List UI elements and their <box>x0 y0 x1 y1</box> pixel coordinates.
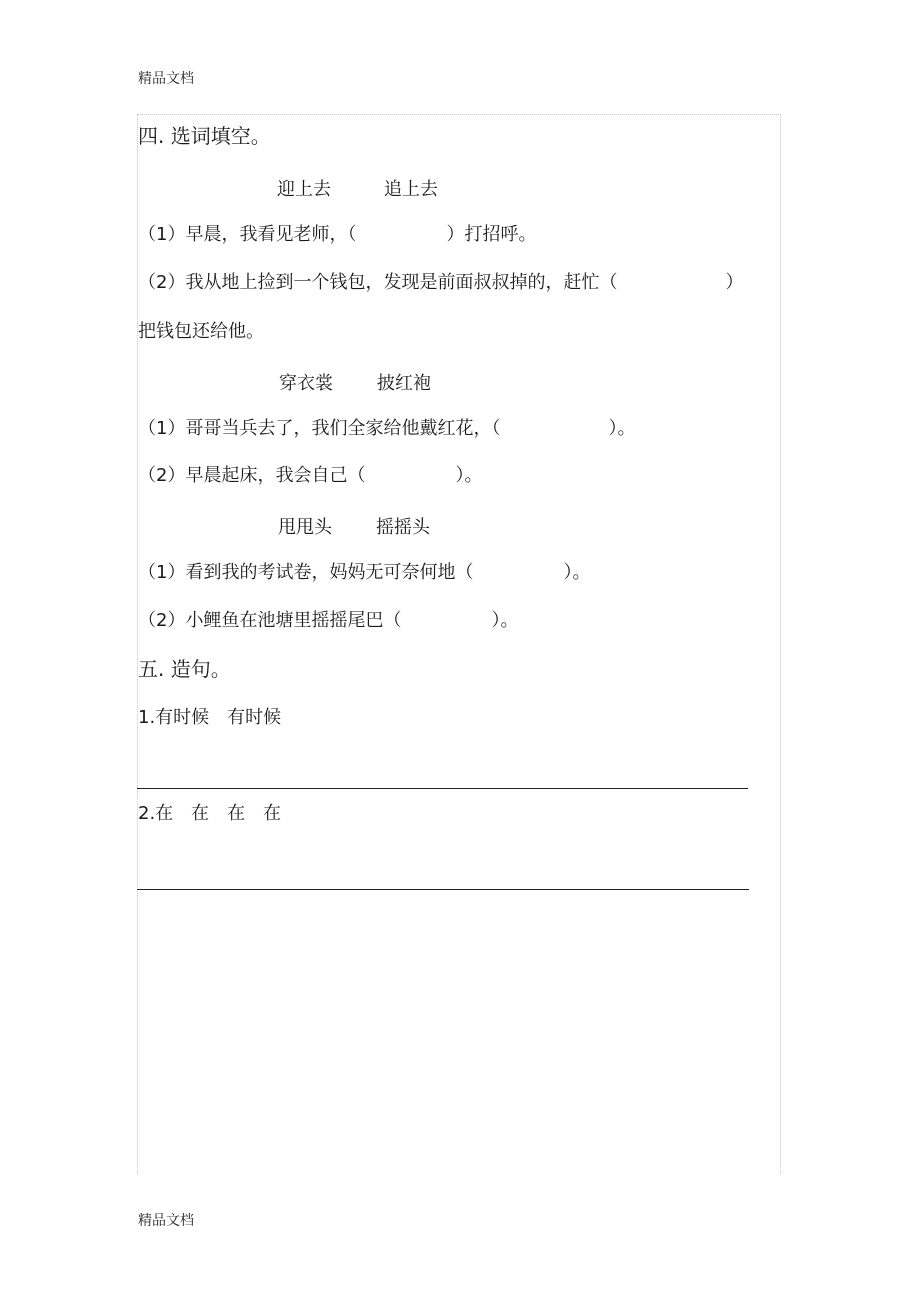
fill-blank-item: （1）哥哥当兵去了，我们全家给他戴红花，（ ）。 <box>138 418 636 439</box>
fill-blank-item-continuation: 把钱包还给他。 <box>138 321 264 342</box>
fill-blank-item: （1）早晨，我看见老师，（ ）打招呼。 <box>138 224 537 245</box>
page-footer-mark: 精品文档 <box>138 1213 194 1229</box>
answer-line[interactable] <box>137 788 748 789</box>
word-option: 穿衣裳 <box>279 373 333 394</box>
word-option: 追上去 <box>384 179 438 200</box>
fill-blank-item: （2）早晨起床，我会自己（ ）。 <box>138 465 483 486</box>
sentence-prompt: 2.在 在 在 在 <box>138 803 282 824</box>
word-option: 摇摇头 <box>376 517 430 538</box>
page-header-mark: 精品文档 <box>138 71 194 87</box>
word-option: 披红袍 <box>377 373 431 394</box>
section-4-title: 四. 选词填空。 <box>138 124 271 148</box>
answer-line[interactable] <box>137 889 749 890</box>
sentence-prompt: 1.有时候 有时候 <box>138 707 282 728</box>
word-option: 甩甩头 <box>278 517 332 538</box>
section-5-title: 五. 造句。 <box>138 657 231 681</box>
word-option: 迎上去 <box>277 179 331 200</box>
fill-blank-item: （1）看到我的考试卷，妈妈无可奈何地（ ）。 <box>138 562 591 583</box>
fill-blank-item: （2）小鲤鱼在池塘里摇摇尾巴（ ）。 <box>138 610 519 631</box>
fill-blank-item: （2）我从地上捡到一个钱包，发现是前面叔叔掉的，赶忙（ ） <box>138 272 744 293</box>
